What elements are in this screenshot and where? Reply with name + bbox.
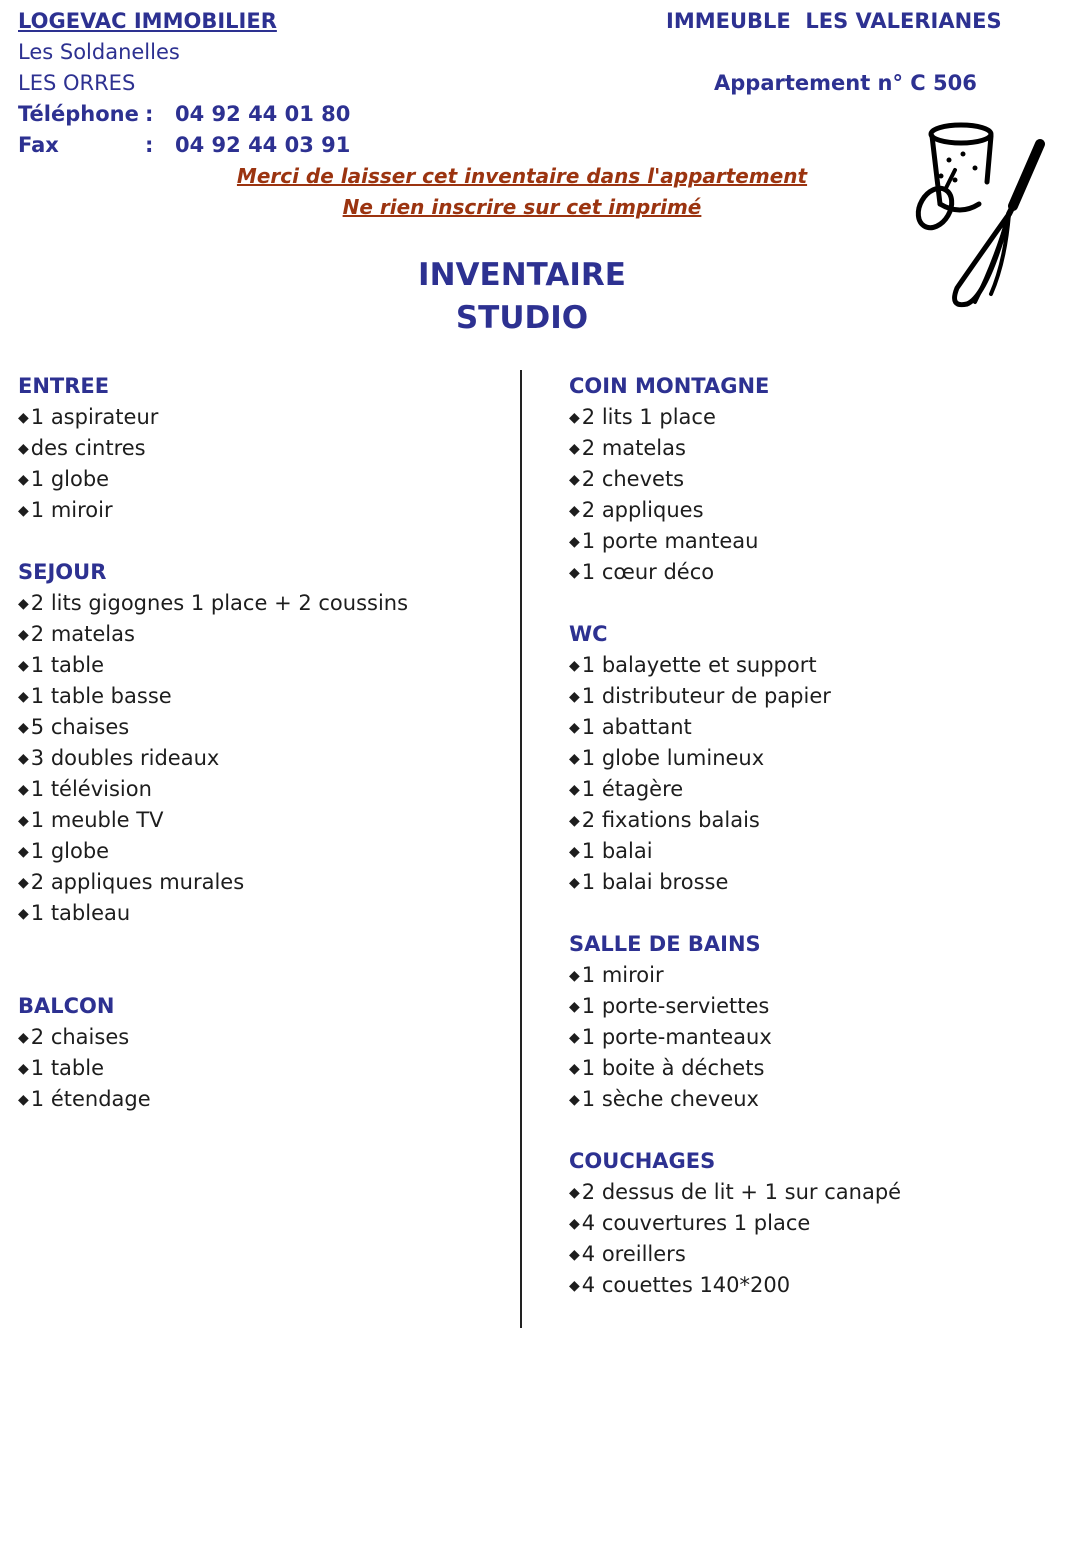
- phone-number: 04 92 44 01 80: [175, 102, 351, 126]
- bullet-icon: ◆: [18, 1030, 29, 1046]
- bullet-icon: ◆: [569, 1030, 580, 1046]
- bullet-icon: ◆: [569, 503, 580, 519]
- list-item: ◆1 étagère: [569, 777, 684, 801]
- list-item: ◆3 doubles rideaux: [18, 746, 220, 770]
- address-line-2: LES ORRES: [18, 71, 136, 95]
- column-divider: [520, 370, 522, 1328]
- page-subtitle: STUDIO: [455, 300, 589, 336]
- bullet-icon: ◆: [18, 441, 29, 457]
- section-title: BALCON: [18, 994, 115, 1018]
- bullet-icon: ◆: [18, 503, 29, 519]
- section-title: SEJOUR: [18, 560, 107, 584]
- list-item: ◆1 porte-serviettes: [569, 994, 770, 1018]
- bullet-icon: ◆: [18, 1092, 29, 1108]
- bullet-icon: ◆: [18, 472, 29, 488]
- bullet-icon: ◆: [569, 410, 580, 426]
- bullet-icon: ◆: [18, 751, 29, 767]
- bullet-icon: ◆: [569, 1216, 580, 1232]
- bullet-icon: ◆: [569, 1278, 580, 1294]
- list-item: ◆1 porte manteau: [569, 529, 759, 553]
- list-item: ◆1 aspirateur: [18, 405, 159, 429]
- list-item: ◆1 globe: [18, 467, 110, 491]
- list-item: ◆des cintres: [18, 436, 146, 460]
- bullet-icon: ◆: [569, 1061, 580, 1077]
- list-item: ◆5 chaises: [18, 715, 130, 739]
- list-item: ◆1 miroir: [569, 963, 664, 987]
- bullet-icon: ◆: [569, 844, 580, 860]
- bullet-icon: ◆: [569, 999, 580, 1015]
- bullet-icon: ◆: [569, 658, 580, 674]
- list-item: ◆2 appliques murales: [18, 870, 245, 894]
- list-item: ◆2 matelas: [18, 622, 135, 646]
- list-item: ◆2 matelas: [569, 436, 686, 460]
- bullet-icon: ◆: [18, 410, 29, 426]
- bullet-icon: ◆: [569, 1247, 580, 1263]
- list-item: ◆1 table basse: [18, 684, 172, 708]
- list-item: ◆2 fixations balais: [569, 808, 760, 832]
- list-item: ◆1 balai: [569, 839, 653, 863]
- bullet-icon: ◆: [569, 534, 580, 550]
- list-item: ◆2 lits 1 place: [569, 405, 716, 429]
- list-item: ◆1 sèche cheveux: [569, 1087, 759, 1111]
- section-title: WC: [569, 622, 608, 646]
- list-item: ◆1 balayette et support: [569, 653, 817, 677]
- bullet-icon: ◆: [569, 689, 580, 705]
- list-item: ◆1 abattant: [569, 715, 692, 739]
- list-item: ◆1 table: [18, 1056, 105, 1080]
- list-item: ◆1 globe lumineux: [569, 746, 765, 770]
- bullet-icon: ◆: [569, 1092, 580, 1108]
- bullet-icon: ◆: [569, 1185, 580, 1201]
- fax-number: 04 92 44 03 91: [175, 133, 351, 157]
- bullet-icon: ◆: [569, 751, 580, 767]
- building-name: IMMEUBLE LES VALERIANES: [666, 9, 1002, 33]
- list-item: ◆1 balai brosse: [569, 870, 729, 894]
- left-column: [18, 371, 508, 1115]
- bullet-icon: ◆: [18, 596, 29, 612]
- notice-leave-inventory: Merci de laisser cet inventaire dans l'appartement: [236, 164, 808, 188]
- bullet-icon: ◆: [569, 968, 580, 984]
- list-item: ◆1 étendage: [18, 1087, 151, 1111]
- list-item: ◆1 miroir: [18, 498, 113, 522]
- bullet-icon: ◆: [569, 813, 580, 829]
- phone-colon: :: [145, 102, 154, 126]
- right-column: [569, 371, 1059, 1301]
- list-item: ◆2 appliques: [569, 498, 704, 522]
- section-title: ENTREE: [18, 374, 110, 398]
- bullet-icon: ◆: [569, 441, 580, 457]
- fax-colon: :: [145, 133, 154, 157]
- bullet-icon: ◆: [569, 472, 580, 488]
- company-name: LOGEVAC IMMOBILIER: [18, 9, 277, 33]
- bullet-icon: ◆: [18, 906, 29, 922]
- list-item: ◆1 distributeur de papier: [569, 684, 831, 708]
- list-item: ◆1 tableau: [18, 901, 131, 925]
- list-item: ◆4 oreillers: [569, 1242, 686, 1266]
- list-item: ◆1 globe: [18, 839, 110, 863]
- list-item: ◆1 table: [18, 653, 105, 677]
- list-item: ◆4 couvertures 1 place: [569, 1211, 811, 1235]
- list-item: ◆2 lits gigognes 1 place + 2 coussins: [18, 591, 409, 615]
- bullet-icon: ◆: [18, 782, 29, 798]
- section-title: SALLE DE BAINS: [569, 932, 761, 956]
- bullet-icon: ◆: [18, 844, 29, 860]
- list-item: ◆1 boite à déchets: [569, 1056, 765, 1080]
- list-item: ◆2 chevets: [569, 467, 685, 491]
- whisk-bowl-icon: [905, 112, 1055, 312]
- list-item: ◆1 télévision: [18, 777, 152, 801]
- bullet-icon: ◆: [569, 782, 580, 798]
- section-title: COIN MONTAGNE: [569, 374, 770, 398]
- bullet-icon: ◆: [18, 658, 29, 674]
- bullet-icon: ◆: [569, 565, 580, 581]
- bullet-icon: ◆: [18, 689, 29, 705]
- address-line-1: Les Soldanelles: [18, 40, 180, 64]
- bullet-icon: ◆: [18, 813, 29, 829]
- apartment-number: Appartement n° C 506: [714, 71, 977, 95]
- bullet-icon: ◆: [18, 627, 29, 643]
- phone-label: Téléphone: [18, 102, 139, 126]
- bullet-icon: ◆: [569, 875, 580, 891]
- list-item: ◆1 meuble TV: [18, 808, 164, 832]
- fax-label: Fax: [18, 133, 59, 157]
- list-item: ◆2 dessus de lit + 1 sur canapé: [569, 1180, 902, 1204]
- notice-do-not-write: Ne rien inscrire sur cet imprimé: [342, 195, 702, 219]
- list-item: ◆1 porte-manteaux: [569, 1025, 772, 1049]
- section-title: COUCHAGES: [569, 1149, 716, 1173]
- list-item: ◆1 cœur déco: [569, 560, 715, 584]
- list-item: ◆4 couettes 140*200: [569, 1273, 791, 1297]
- list-item: ◆2 chaises: [18, 1025, 130, 1049]
- bullet-icon: ◆: [18, 720, 29, 736]
- bullet-icon: ◆: [18, 1061, 29, 1077]
- bullet-icon: ◆: [18, 875, 29, 891]
- page-title: INVENTAIRE: [418, 257, 626, 293]
- bullet-icon: ◆: [569, 720, 580, 736]
